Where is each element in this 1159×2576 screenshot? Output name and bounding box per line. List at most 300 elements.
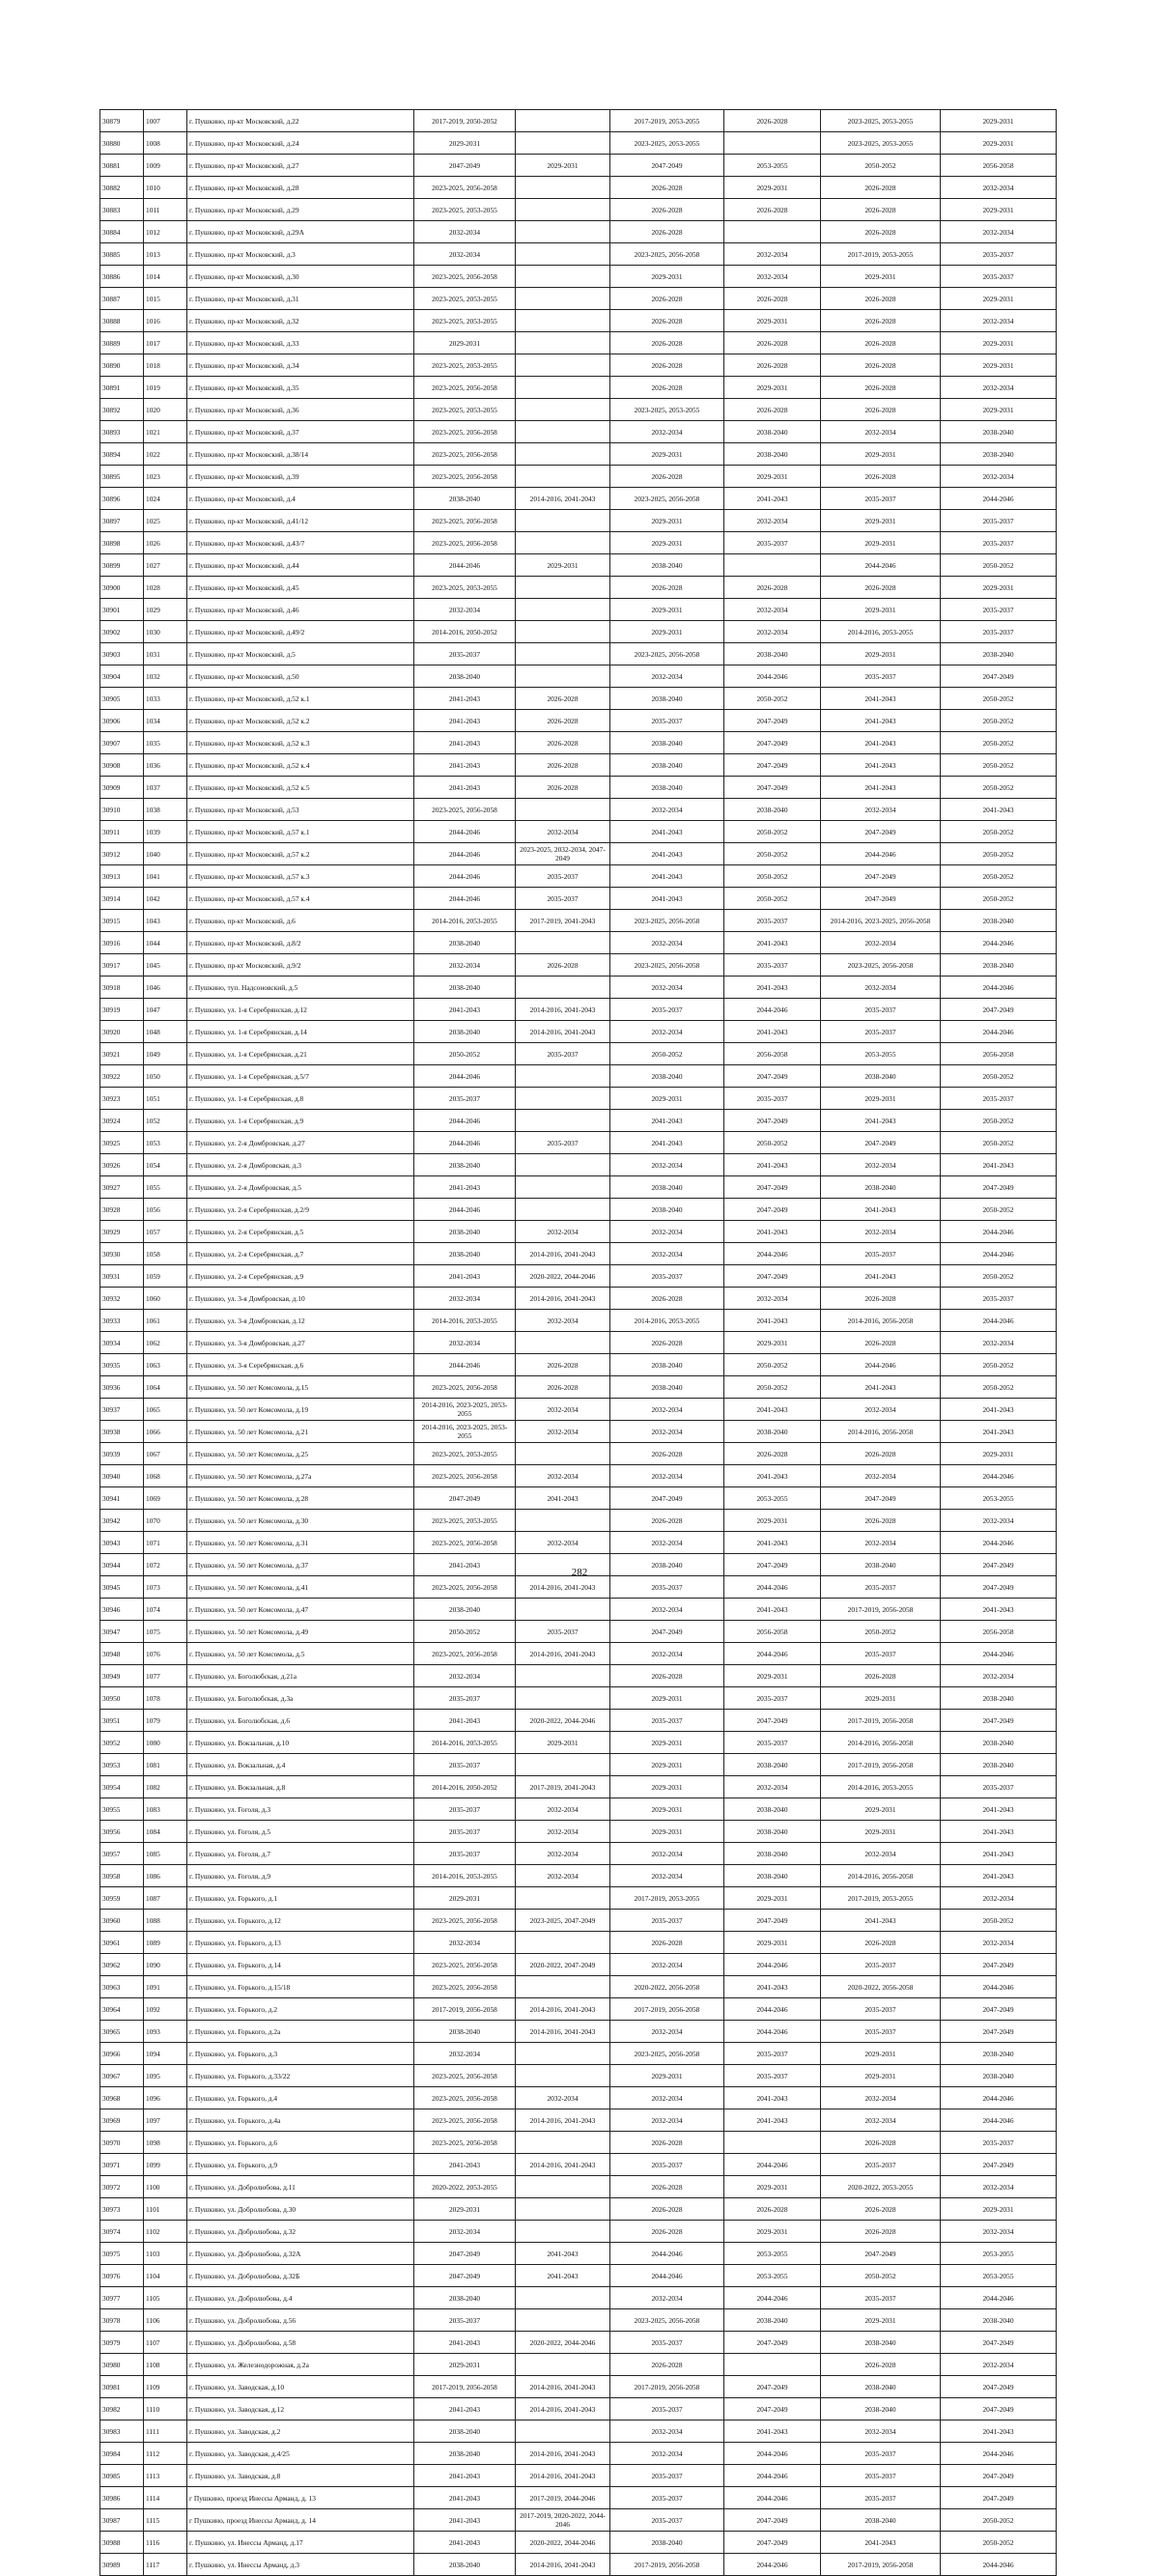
table-cell: 2026-2028 bbox=[610, 2198, 724, 2221]
table-cell: 2038-2040 bbox=[610, 754, 724, 777]
table-cell: 2041-2043 bbox=[610, 843, 724, 865]
table-cell: 30960 bbox=[100, 1910, 144, 1932]
table-cell: 2047-2049 bbox=[941, 2465, 1057, 2487]
table-cell: г. Пушкино, пр-кт Московский, д.24 bbox=[187, 132, 414, 155]
table-cell: 2038-2040 bbox=[610, 777, 724, 799]
table-cell: 2023-2025, 2056-2058 bbox=[414, 443, 516, 466]
table-cell: 2014-2016, 2053-2055 bbox=[821, 1776, 941, 1798]
table-cell: 2038-2040 bbox=[414, 2021, 516, 2043]
table-cell bbox=[516, 1932, 610, 1954]
table-cell: 2029-2031 bbox=[724, 466, 821, 488]
table-cell: 2029-2031 bbox=[821, 2065, 941, 2087]
table-cell: 2026-2028 bbox=[610, 332, 724, 354]
table-cell: 2029-2031 bbox=[610, 1732, 724, 1754]
table-cell bbox=[516, 932, 610, 954]
table-cell: г. Пушкино, ул. Горького, д.33/22 bbox=[187, 2065, 414, 2087]
table-cell: 2038-2040 bbox=[724, 1798, 821, 1821]
table-cell bbox=[516, 977, 610, 999]
table-cell: 2038-2040 bbox=[610, 2532, 724, 2554]
table-cell: 2032-2034 bbox=[941, 1665, 1057, 1687]
table-cell bbox=[516, 399, 610, 421]
table-cell: 2038-2040 bbox=[414, 665, 516, 688]
table-cell: 2041-2043 bbox=[821, 1110, 941, 1132]
table-cell: 2032-2034 bbox=[414, 954, 516, 977]
table-cell: 2026-2028 bbox=[610, 2354, 724, 2376]
table-cell: 2050-2052 bbox=[941, 688, 1057, 710]
table-cell: г. Пушкино, ул. Горького, д.2 bbox=[187, 1998, 414, 2021]
table-cell: г. Пушкино, ул. 1-я Серебрянская, д.9 bbox=[187, 1110, 414, 1132]
table-cell: 2026-2028 bbox=[821, 1443, 941, 1465]
table-cell: 2041-2043 bbox=[941, 799, 1057, 821]
table-row bbox=[100, 977, 1057, 999]
table-cell: 2035-2037 bbox=[610, 1265, 724, 1288]
table-cell: 2038-2040 bbox=[724, 643, 821, 665]
table-cell: 2047-2049 bbox=[941, 1710, 1057, 1732]
table-cell: г. Пушкино, ул. Боголюбская, д.3а bbox=[187, 1687, 414, 1710]
table-cell: 30976 bbox=[100, 2265, 144, 2287]
table-cell: 2047-2049 bbox=[821, 865, 941, 888]
table-cell: 1088 bbox=[144, 1910, 187, 1932]
table-cell: 2035-2037 bbox=[724, 954, 821, 977]
table-cell: 1008 bbox=[144, 132, 187, 155]
table-cell: 2038-2040 bbox=[941, 2043, 1057, 2065]
table-cell: г. Пушкино, ул. 2-я Домбровская, д.5 bbox=[187, 1176, 414, 1199]
table-cell: 2017-2019, 2044-2046 bbox=[516, 2487, 610, 2509]
table-cell: 30929 bbox=[100, 1221, 144, 1243]
table-cell: 2038-2040 bbox=[941, 1754, 1057, 1776]
table-cell: 2014-2016, 2041-2043 bbox=[516, 2109, 610, 2132]
table-cell: 2032-2034 bbox=[610, 1021, 724, 1043]
table-row bbox=[100, 466, 1057, 488]
table-cell: 1018 bbox=[144, 354, 187, 377]
table-cell: 2029-2031 bbox=[610, 1821, 724, 1843]
table-cell: 2035-2037 bbox=[821, 1998, 941, 2021]
table-cell: г. Пушкино, пр-кт Московский, д.41/12 bbox=[187, 510, 414, 532]
table-cell: 2020-2022, 2044-2046 bbox=[516, 2532, 610, 2554]
table-cell: 30905 bbox=[100, 688, 144, 710]
table-cell: 1112 bbox=[144, 2443, 187, 2465]
table-cell bbox=[516, 532, 610, 554]
table-cell: 1053 bbox=[144, 1132, 187, 1154]
table-cell: 2044-2046 bbox=[414, 821, 516, 843]
table-cell: 2044-2046 bbox=[724, 2554, 821, 2576]
table-cell: 2047-2049 bbox=[724, 2509, 821, 2532]
table-cell: 2035-2037 bbox=[516, 865, 610, 888]
table-cell: 1020 bbox=[144, 399, 187, 421]
table-cell: г. Пушкино, пр-кт Московский, д.27 bbox=[187, 155, 414, 177]
table-cell: 2023-2025, 2053-2055 bbox=[414, 1443, 516, 1465]
table-cell: 1032 bbox=[144, 665, 187, 688]
table-cell: г. Пушкино, ул. 50 лет Комсомола, д.15 bbox=[187, 1376, 414, 1399]
table-row bbox=[100, 1376, 1057, 1399]
table-cell: г. Пушкино, ул. 50 лет Комсомола, д.41 bbox=[187, 1576, 414, 1599]
table-cell: 30941 bbox=[100, 1487, 144, 1510]
table-cell: 2038-2040 bbox=[724, 799, 821, 821]
table-cell: 1051 bbox=[144, 1088, 187, 1110]
table-cell: 2041-2043 bbox=[724, 1154, 821, 1176]
table-cell: 2035-2037 bbox=[821, 2443, 941, 2465]
table-row bbox=[100, 110, 1057, 132]
table-cell: 2038-2040 bbox=[610, 554, 724, 577]
table-row bbox=[100, 1510, 1057, 1532]
table-cell: 2044-2046 bbox=[724, 1243, 821, 1265]
table-cell: 1035 bbox=[144, 732, 187, 754]
table-cell: 2032-2034 bbox=[610, 1154, 724, 1176]
table-cell: 1024 bbox=[144, 488, 187, 510]
table-cell: 1080 bbox=[144, 1732, 187, 1754]
table-cell: 2035-2037 bbox=[724, 1088, 821, 1110]
table-row bbox=[100, 2109, 1057, 2132]
table-cell: 2047-2049 bbox=[724, 1265, 821, 1288]
table-cell: 2023-2025, 2056-2058 bbox=[414, 1643, 516, 1665]
table-cell: 1071 bbox=[144, 1532, 187, 1554]
table-cell: 2023-2025, 2056-2058 bbox=[414, 1910, 516, 1932]
table-cell: г. Пушкино, пр-кт Московский, д.9/2 bbox=[187, 954, 414, 977]
table-cell: 2041-2043 bbox=[414, 2465, 516, 2487]
table-cell: 2050-2052 bbox=[941, 1065, 1057, 1088]
table-row bbox=[100, 2243, 1057, 2265]
table-cell: 2041-2043 bbox=[724, 977, 821, 999]
table-row bbox=[100, 1976, 1057, 1998]
table-cell: 2017-2019, 2056-2058 bbox=[821, 2554, 941, 2576]
table-cell: 30983 bbox=[100, 2420, 144, 2443]
table-cell: г. Пушкино, ул. 2-я Домбровская, д.27 bbox=[187, 1132, 414, 1154]
table-cell: 2047-2049 bbox=[941, 2398, 1057, 2420]
table-cell: г. Пушкино, ул. 1-я Серебрянская, д.14 bbox=[187, 1021, 414, 1043]
table-cell: 2038-2040 bbox=[724, 1865, 821, 1887]
table-cell: 2044-2046 bbox=[941, 1465, 1057, 1487]
table-cell: 2047-2049 bbox=[724, 1554, 821, 1576]
table-cell: 2041-2043 bbox=[821, 2532, 941, 2554]
table-row bbox=[100, 266, 1057, 288]
table-cell: 2044-2046 bbox=[941, 488, 1057, 510]
table-cell: 30915 bbox=[100, 910, 144, 932]
table-cell bbox=[516, 1199, 610, 1221]
table-cell: г. Пушкино, пр-кт Московский, д.49/2 bbox=[187, 621, 414, 643]
table-cell: 2044-2046 bbox=[414, 554, 516, 577]
table-cell: 2026-2028 bbox=[821, 310, 941, 332]
table-cell: 30921 bbox=[100, 1043, 144, 1065]
table-cell: 1029 bbox=[144, 599, 187, 621]
table-cell: 2050-2052 bbox=[941, 710, 1057, 732]
table-cell: 2038-2040 bbox=[414, 2443, 516, 2465]
table-cell: г. Пушкино, ул. Боголюбская, д.21а bbox=[187, 1665, 414, 1687]
table-row bbox=[100, 1110, 1057, 1132]
table-cell: 2026-2028 bbox=[724, 354, 821, 377]
table-cell: 2038-2040 bbox=[610, 1176, 724, 1199]
table-cell: 2029-2031 bbox=[610, 443, 724, 466]
table-cell bbox=[516, 2309, 610, 2332]
table-cell: 2032-2034 bbox=[414, 243, 516, 266]
table-cell: 1094 bbox=[144, 2043, 187, 2065]
table-cell: 2044-2046 bbox=[941, 1976, 1057, 1998]
table-row bbox=[100, 399, 1057, 421]
table-cell: 2044-2046 bbox=[724, 1998, 821, 2021]
table-cell: 2035-2037 bbox=[821, 488, 941, 510]
table-cell: 1108 bbox=[144, 2354, 187, 2376]
table-row bbox=[100, 1932, 1057, 1954]
table-row bbox=[100, 2443, 1057, 2465]
table-cell: 2050-2052 bbox=[821, 155, 941, 177]
table-cell: 2029-2031 bbox=[610, 266, 724, 288]
table-cell: 2035-2037 bbox=[610, 2154, 724, 2176]
table-cell: 2014-2016, 2041-2043 bbox=[516, 488, 610, 510]
table-cell: 2023-2025, 2053-2055 bbox=[414, 399, 516, 421]
table-cell: 2035-2037 bbox=[610, 2487, 724, 2509]
table-cell: 2044-2046 bbox=[414, 1354, 516, 1376]
table-cell: 1054 bbox=[144, 1154, 187, 1176]
table-cell: 2014-2016, 2056-2058 bbox=[821, 1732, 941, 1754]
table-cell: 2038-2040 bbox=[941, 1687, 1057, 1710]
table-cell bbox=[516, 199, 610, 221]
table-cell: 2029-2031 bbox=[941, 577, 1057, 599]
table-cell: 2017-2019, 2041-2043 bbox=[516, 910, 610, 932]
table-cell: 2032-2034 bbox=[414, 1332, 516, 1354]
table-cell: 2050-2052 bbox=[941, 1199, 1057, 1221]
table-cell: 2026-2028 bbox=[724, 288, 821, 310]
table-cell: 2044-2046 bbox=[414, 1132, 516, 1154]
table-cell: 1015 bbox=[144, 288, 187, 310]
table-cell: 2029-2031 bbox=[516, 1732, 610, 1754]
table-row bbox=[100, 777, 1057, 799]
table-cell: г. Пушкино, пр-кт Московский, д.52 к.4 bbox=[187, 754, 414, 777]
table-cell: 30899 bbox=[100, 554, 144, 577]
table-cell: г. Пушкино, ул. Инессы Арманд, д.17 bbox=[187, 2532, 414, 2554]
table-row bbox=[100, 1798, 1057, 1821]
table-cell: 2041-2043 bbox=[724, 488, 821, 510]
table-cell: 2035-2037 bbox=[821, 1021, 941, 1043]
table-cell: 2026-2028 bbox=[724, 2198, 821, 2221]
table-cell: 2047-2049 bbox=[941, 2021, 1057, 2043]
table-row bbox=[100, 2509, 1057, 2532]
table-cell: 2032-2034 bbox=[516, 1421, 610, 1443]
table-cell: 2038-2040 bbox=[610, 1376, 724, 1399]
table-cell: 2029-2031 bbox=[941, 288, 1057, 310]
table-cell: 30973 bbox=[100, 2198, 144, 2221]
table-cell: г. Пушкино, ул. 1-я Серебрянская, д.12 bbox=[187, 999, 414, 1021]
table-cell: 2023-2025, 2056-2058 bbox=[414, 1532, 516, 1554]
table-cell: 2029-2031 bbox=[821, 643, 941, 665]
table-row bbox=[100, 1443, 1057, 1465]
table-cell: 2032-2034 bbox=[610, 1643, 724, 1665]
table-cell: 30970 bbox=[100, 2132, 144, 2154]
table-cell: 30945 bbox=[100, 1576, 144, 1599]
table-cell: 30977 bbox=[100, 2287, 144, 2309]
table-cell: г. Пушкино, ул. 3-я Домбровская, д.27 bbox=[187, 1332, 414, 1354]
table-cell: 2041-2043 bbox=[414, 2509, 516, 2532]
table-cell: 2056-2058 bbox=[941, 155, 1057, 177]
table-cell: 1093 bbox=[144, 2021, 187, 2043]
table-cell: 2035-2037 bbox=[724, 2065, 821, 2087]
table-cell: г. Пушкино, ул. Заводская, д.12 bbox=[187, 2398, 414, 2420]
table-cell: 2032-2034 bbox=[610, 932, 724, 954]
table-cell: 2035-2037 bbox=[610, 710, 724, 732]
table-cell: 2035-2037 bbox=[941, 621, 1057, 643]
table-cell: 30917 bbox=[100, 954, 144, 977]
table-cell bbox=[724, 554, 821, 577]
table-cell: 30980 bbox=[100, 2354, 144, 2376]
table-cell bbox=[516, 599, 610, 621]
table-row bbox=[100, 754, 1057, 777]
table-cell: г. Пушкино, ул. Горького, д.13 bbox=[187, 1932, 414, 1954]
table-cell: 2047-2049 bbox=[941, 2332, 1057, 2354]
table-cell: 2014-2016, 2041-2043 bbox=[516, 1576, 610, 1599]
table-row bbox=[100, 1532, 1057, 1554]
table-cell: 2041-2043 bbox=[821, 1376, 941, 1399]
table-cell: 1057 bbox=[144, 1221, 187, 1243]
table-cell: г. Пушкино, ул. Горького, д.12 bbox=[187, 1910, 414, 1932]
table-cell: 30964 bbox=[100, 1998, 144, 2021]
table-cell: 2029-2031 bbox=[941, 1443, 1057, 1465]
table-cell: 2044-2046 bbox=[724, 2154, 821, 2176]
table-cell: 1034 bbox=[144, 710, 187, 732]
table-cell bbox=[516, 2198, 610, 2221]
table-cell: 2050-2052 bbox=[941, 1376, 1057, 1399]
table-cell: 2032-2034 bbox=[516, 1821, 610, 1843]
table-cell: 2038-2040 bbox=[941, 2065, 1057, 2087]
table-cell: 2041-2043 bbox=[941, 1865, 1057, 1887]
table-cell: 2032-2034 bbox=[610, 2109, 724, 2132]
table-cell: 2041-2043 bbox=[414, 1176, 516, 1199]
table-cell: 2047-2049 bbox=[941, 2154, 1057, 2176]
table-cell: 2029-2031 bbox=[821, 443, 941, 466]
table-cell: 2041-2043 bbox=[610, 865, 724, 888]
table-cell: 2035-2037 bbox=[610, 2465, 724, 2487]
table-cell: 2026-2028 bbox=[821, 1665, 941, 1687]
table-cell: 2047-2049 bbox=[610, 155, 724, 177]
table-cell: 2044-2046 bbox=[610, 2265, 724, 2287]
table-cell: 2026-2028 bbox=[516, 754, 610, 777]
table-cell: 2044-2046 bbox=[610, 2243, 724, 2265]
table-cell: 2032-2034 bbox=[610, 1221, 724, 1243]
table-cell: 2026-2028 bbox=[516, 1376, 610, 1399]
table-cell: 2032-2034 bbox=[941, 310, 1057, 332]
table-cell: г. Пушкино, пр-кт Московский, д.3 bbox=[187, 243, 414, 266]
table-cell: 2014-2016, 2053-2055 bbox=[821, 621, 941, 643]
table-cell: 2041-2043 bbox=[941, 1421, 1057, 1443]
table-cell: 30880 bbox=[100, 132, 144, 155]
table-cell: 2029-2031 bbox=[414, 2354, 516, 2376]
table-cell: 30987 bbox=[100, 2509, 144, 2532]
table-cell: 1077 bbox=[144, 1665, 187, 1687]
table-cell: г. Пушкино, пр-кт Московский, д.57 к.2 bbox=[187, 843, 414, 865]
table-cell: г. Пушкино, пр-кт Московский, д.57 к.3 bbox=[187, 865, 414, 888]
table-cell: 30985 bbox=[100, 2465, 144, 2487]
table-cell: 2017-2019, 2056-2058 bbox=[821, 1599, 941, 1621]
table-cell: 2032-2034 bbox=[821, 1154, 941, 1176]
table-cell: г. Пушкино, ул. 50 лет Комсомола, д.30 bbox=[187, 1510, 414, 1532]
table-cell: 2035-2037 bbox=[821, 1954, 941, 1976]
table-cell: 30947 bbox=[100, 1621, 144, 1643]
table-row bbox=[100, 1910, 1057, 1932]
table-cell: 2047-2049 bbox=[414, 1487, 516, 1510]
table-cell: 2029-2031 bbox=[516, 155, 610, 177]
table-cell: 1041 bbox=[144, 865, 187, 888]
table-cell: 2050-2052 bbox=[941, 2509, 1057, 2532]
table-cell: 1065 bbox=[144, 1399, 187, 1421]
table-cell: 1056 bbox=[144, 1199, 187, 1221]
table-cell: 2032-2034 bbox=[941, 466, 1057, 488]
table-cell: 2026-2028 bbox=[821, 288, 941, 310]
table-row bbox=[100, 1843, 1057, 1865]
table-cell: 2038-2040 bbox=[941, 1732, 1057, 1754]
table-cell: г. Пушкино, ул. 3-я Домбровская, д.12 bbox=[187, 1310, 414, 1332]
table-cell: г. Пушкино, ул. 3-я Серебрянская, д.6 bbox=[187, 1354, 414, 1376]
table-cell: 2023-2025, 2056-2058 bbox=[414, 1376, 516, 1399]
table-cell: г. Пушкино, туп. Надсоновский, д.5 bbox=[187, 977, 414, 999]
table-cell: 2044-2046 bbox=[941, 2087, 1057, 2109]
table-cell: 2047-2049 bbox=[724, 732, 821, 754]
table-cell: 2038-2040 bbox=[821, 2509, 941, 2532]
table-cell: 1103 bbox=[144, 2243, 187, 2265]
table-cell: 30924 bbox=[100, 1110, 144, 1132]
table-cell: 1068 bbox=[144, 1465, 187, 1487]
table-cell: 2014-2016, 2041-2043 bbox=[516, 1998, 610, 2021]
table-cell: 2047-2049 bbox=[724, 754, 821, 777]
table-cell: 2047-2049 bbox=[724, 1176, 821, 1199]
table-cell: 2035-2037 bbox=[724, 1732, 821, 1754]
table-cell: 2038-2040 bbox=[821, 2376, 941, 2398]
table-cell: 2044-2046 bbox=[414, 843, 516, 865]
table-cell: 2038-2040 bbox=[941, 954, 1057, 977]
table-cell: 2032-2034 bbox=[610, 977, 724, 999]
table-cell: 2032-2034 bbox=[941, 2221, 1057, 2243]
table-cell: 2050-2052 bbox=[724, 1376, 821, 1399]
table-cell: г. Пушкино, пр-кт Московский, д.53 bbox=[187, 799, 414, 821]
table-row bbox=[100, 1487, 1057, 1510]
table-cell: 2029-2031 bbox=[941, 132, 1057, 155]
table-cell: 2050-2052 bbox=[821, 1621, 941, 1643]
table-cell: 2050-2052 bbox=[941, 1354, 1057, 1376]
table-cell: 2050-2052 bbox=[941, 2532, 1057, 2554]
table-cell: 2041-2043 bbox=[941, 1821, 1057, 1843]
table-cell: 30898 bbox=[100, 532, 144, 554]
table-cell: 1084 bbox=[144, 1821, 187, 1843]
table-cell: 2044-2046 bbox=[414, 865, 516, 888]
table-cell: г. Пушкино, пр-кт Московский, д.34 bbox=[187, 354, 414, 377]
table-cell: 1102 bbox=[144, 2221, 187, 2243]
table-cell: 2032-2034 bbox=[610, 1243, 724, 1265]
table-cell: 2044-2046 bbox=[941, 977, 1057, 999]
table-cell: 2029-2031 bbox=[821, 1088, 941, 1110]
table-cell: 2029-2031 bbox=[724, 2176, 821, 2198]
table-cell: 2044-2046 bbox=[941, 2554, 1057, 2576]
table-cell: 1069 bbox=[144, 1487, 187, 1510]
table-cell: 2050-2052 bbox=[941, 732, 1057, 754]
table-cell: 2041-2043 bbox=[821, 688, 941, 710]
table-cell: 2029-2031 bbox=[821, 2309, 941, 2332]
table-cell: 2044-2046 bbox=[414, 1110, 516, 1132]
table-cell: г. Пушкино, ул. Вокзальная, д.4 bbox=[187, 1754, 414, 1776]
table-cell: 2050-2052 bbox=[941, 888, 1057, 910]
table-cell: 2035-2037 bbox=[724, 910, 821, 932]
table-cell: 2044-2046 bbox=[414, 1199, 516, 1221]
table-cell: г. Пушкино, ул. 50 лет Комсомола, д.27а bbox=[187, 1465, 414, 1487]
table-cell: 2017-2019, 2056-2058 bbox=[414, 2376, 516, 2398]
table-row bbox=[100, 1687, 1057, 1710]
table-cell: 1060 bbox=[144, 1288, 187, 1310]
table-cell: г. Пушкино, пр-кт Московский, д.8/2 bbox=[187, 932, 414, 954]
table-cell: 1075 bbox=[144, 1621, 187, 1643]
table-cell: 2032-2034 bbox=[610, 799, 724, 821]
table-cell: 2050-2052 bbox=[941, 777, 1057, 799]
table-cell: 2023-2025, 2053-2055 bbox=[414, 310, 516, 332]
table-cell: г. Пушкино, ул. Железнодорожная, д.2а bbox=[187, 2354, 414, 2376]
table-cell: 2032-2034 bbox=[821, 1532, 941, 1554]
table-cell: 2053-2055 bbox=[724, 2243, 821, 2265]
table-cell: 2023-2025, 2053-2055 bbox=[414, 1510, 516, 1532]
table-cell: 2053-2055 bbox=[941, 2243, 1057, 2265]
